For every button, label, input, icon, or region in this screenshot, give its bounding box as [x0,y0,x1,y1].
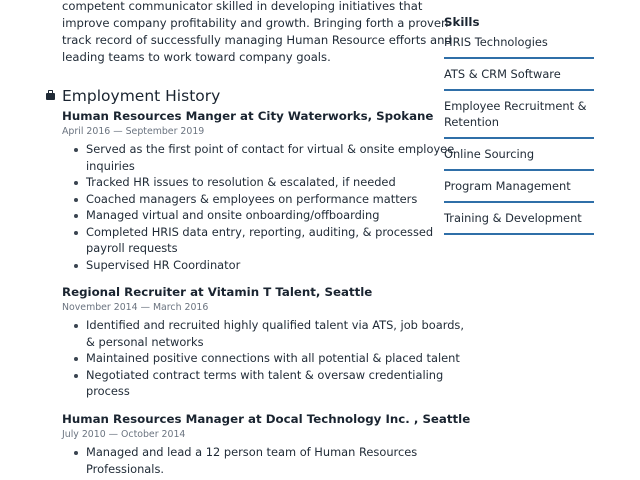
bullet-text: Supervised HR Coordinator [86,257,241,272]
summary-line: improve company profitability and growth. Bringing forth a proven [62,16,449,30]
skill-label: Retention [444,115,499,129]
bullet-item [62,191,422,208]
skill-label: HRIS Technologies [444,35,548,49]
skill-item [444,207,594,235]
summary-line: track record of successfully managing Human Resource efforts and [62,33,452,47]
job-title: Human Resources Manager at Docal Technology Inc. , Seattle [62,412,471,426]
job-entry [62,411,471,477]
bullet-item [62,174,422,191]
skill-item [444,143,594,171]
bullet-text: & personal networks [86,334,204,349]
bullet-item [62,444,422,477]
bullet-text: Identified and recruited highly qualified talent via ATS, job boards, [86,318,464,332]
bullet-text: Professionals. [86,461,165,476]
summary-line: competent communicator skilled in developing initiatives that [62,0,423,13]
profile-summary [62,0,452,66]
skill-label: Program Management [444,179,571,193]
bullet-item [62,257,422,274]
bullet-text: Tracked HR issues to resolution & escalated, if needed [86,175,396,189]
job-bullets [62,444,422,477]
bullet-text: Coached managers & employees on performance matters [86,191,418,206]
job-dates: April 2016 — September 2019 [62,126,205,137]
skill-item [444,63,594,91]
job-bullets [62,141,455,273]
briefcase-icon [46,93,55,100]
bullet-text: Managed virtual and onsite onboarding/offboarding [86,208,380,222]
bullet-text: process [86,384,130,398]
bullet-text: Negotiated contract terms with talent & oversaw credentialing [86,367,444,382]
bullet-item [62,317,464,350]
summary-line: leading teams to work toward company goals. [62,50,331,64]
skill-label: Employee Recruitment & [444,99,587,113]
skill-label: Training & Development [444,211,582,225]
job-entry [62,284,464,400]
bullet-text: payroll requests [86,241,178,255]
section-title: Employment History [62,87,221,105]
skill-item [444,175,594,203]
bullet-text: Served as the first point of contact for virtual & onsite employee [86,142,455,156]
skill-item [444,95,594,139]
bullet-text: inquiries [86,158,135,173]
job-dates: November 2014 — March 2016 [62,302,209,313]
skill-label: Online Sourcing [444,147,535,161]
bullet-text: Managed and lead a 12 person team of Human Resources [86,445,418,459]
bullet-text: Completed HRIS data entry, reporting, auditing, & processed [86,224,434,239]
bullet-item [62,207,422,224]
bullet-item [62,350,460,367]
bullet-item [62,224,434,257]
job-entry [62,108,455,273]
job-bullets [62,317,464,400]
skills-list [444,31,594,235]
skills-section [444,14,594,239]
bullet-text: Maintained positive connections with all potential & placed talent [86,351,460,365]
skill-item [444,31,594,59]
job-title: Human Resources Manger at City Waterworks, Spokane [62,109,434,123]
bullet-item [62,141,455,174]
job-title: Regional Recruiter at Vitamin T Talent, Seattle [62,285,373,299]
skill-label: ATS & CRM Software [444,67,561,81]
job-dates: July 2010 — October 2014 [62,429,186,440]
bullet-item [62,367,444,400]
skills-title: Skills [444,15,480,29]
